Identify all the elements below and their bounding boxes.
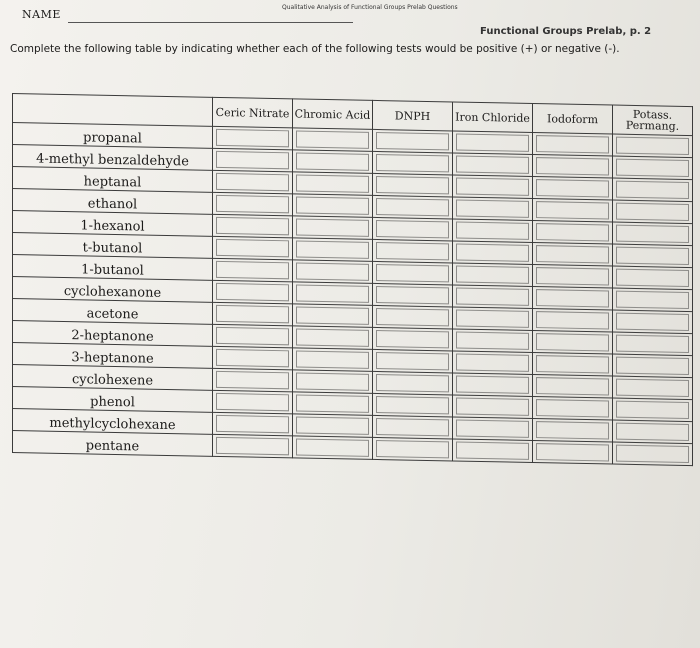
compound-name: 1-hexanol	[13, 211, 213, 237]
answer-cell[interactable]	[293, 304, 373, 328]
answer-cell[interactable]	[213, 192, 293, 216]
answer-cell[interactable]	[453, 417, 533, 441]
answer-box[interactable]	[456, 222, 529, 240]
answer-box[interactable]	[616, 203, 689, 221]
answer-box[interactable]	[456, 442, 529, 460]
answer-cell[interactable]	[373, 371, 453, 395]
compound-name: 2-heptanone	[13, 321, 213, 347]
answer-cell[interactable]	[373, 437, 453, 461]
answer-box[interactable]	[536, 179, 609, 197]
answer-cell[interactable]	[373, 239, 453, 263]
answer-cell[interactable]	[213, 412, 293, 436]
answer-cell[interactable]	[453, 307, 533, 331]
answer-cell[interactable]	[613, 442, 693, 466]
answer-box[interactable]	[536, 399, 609, 417]
answer-cell[interactable]	[213, 236, 293, 260]
answer-box[interactable]	[216, 305, 289, 323]
answer-box[interactable]	[456, 178, 529, 196]
answer-box[interactable]	[616, 445, 689, 463]
answer-cell[interactable]	[373, 349, 453, 373]
answer-box[interactable]	[456, 244, 529, 262]
answer-box[interactable]	[216, 283, 289, 301]
compound-name: phenol	[13, 387, 213, 413]
answer-cell[interactable]	[293, 238, 373, 262]
answer-box[interactable]	[536, 355, 609, 373]
answer-box[interactable]	[536, 201, 609, 219]
name-label: NAME	[22, 8, 61, 21]
answer-cell[interactable]	[533, 418, 613, 442]
answer-cell[interactable]	[373, 261, 453, 285]
answer-box[interactable]	[456, 376, 529, 394]
answer-box[interactable]	[456, 398, 529, 416]
compound-name: cyclohexanone	[13, 277, 213, 303]
answer-cell[interactable]	[213, 346, 293, 370]
answer-cell[interactable]	[213, 126, 293, 150]
answer-box[interactable]	[536, 333, 609, 351]
answer-cell[interactable]	[213, 434, 293, 458]
answer-box[interactable]	[616, 313, 689, 331]
answer-box[interactable]	[536, 135, 609, 153]
compound-name: acetone	[13, 299, 213, 325]
answer-cell[interactable]	[613, 200, 693, 224]
compound-name: 1-butanol	[13, 255, 213, 281]
column-header: Iodoform	[533, 103, 613, 134]
answer-cell[interactable]	[613, 288, 693, 312]
answer-box[interactable]	[456, 420, 529, 438]
answer-cell[interactable]	[373, 129, 453, 153]
answer-box[interactable]	[296, 284, 369, 302]
answer-box[interactable]	[536, 267, 609, 285]
answer-box[interactable]	[376, 220, 449, 238]
answer-box[interactable]	[456, 310, 529, 328]
answer-box[interactable]	[456, 200, 529, 218]
answer-cell[interactable]	[293, 216, 373, 240]
answer-box[interactable]	[296, 196, 369, 214]
answer-cell[interactable]	[533, 352, 613, 376]
answer-box[interactable]	[296, 416, 369, 434]
answer-box[interactable]	[456, 354, 529, 372]
compound-name: pentane	[13, 431, 213, 457]
answer-cell[interactable]	[213, 170, 293, 194]
answer-cell[interactable]	[373, 217, 453, 241]
column-header: Potass. Permang.	[613, 105, 693, 136]
answer-cell[interactable]	[293, 150, 373, 174]
answer-box[interactable]	[376, 330, 449, 348]
answer-cell[interactable]	[373, 151, 453, 175]
answer-box[interactable]	[296, 438, 369, 456]
answer-cell[interactable]	[373, 415, 453, 439]
answer-cell[interactable]	[613, 332, 693, 356]
answer-cell[interactable]	[453, 131, 533, 155]
answer-cell[interactable]	[373, 195, 453, 219]
column-header: DNPH	[373, 100, 453, 131]
answer-cell[interactable]	[293, 260, 373, 284]
answer-box[interactable]	[216, 327, 289, 345]
answer-box[interactable]	[296, 262, 369, 280]
answer-cell[interactable]	[453, 439, 533, 463]
answer-cell[interactable]	[213, 280, 293, 304]
answer-cell[interactable]	[533, 154, 613, 178]
answer-box[interactable]	[616, 225, 689, 243]
answer-cell[interactable]	[293, 436, 373, 460]
answer-box[interactable]	[216, 151, 289, 169]
instructions-text: Complete the following table by indicating whether each of the following tests would be positive (+) or negative (-).	[10, 43, 620, 55]
answer-box[interactable]	[536, 443, 609, 461]
answer-cell[interactable]	[613, 376, 693, 400]
answer-box[interactable]	[296, 130, 369, 148]
answer-box[interactable]	[616, 137, 689, 155]
answer-cell[interactable]	[613, 420, 693, 444]
answer-cell[interactable]	[213, 302, 293, 326]
answer-box[interactable]	[536, 223, 609, 241]
answer-cell[interactable]	[533, 396, 613, 420]
answer-box[interactable]	[616, 379, 689, 397]
answer-cell[interactable]	[613, 354, 693, 378]
answer-box[interactable]	[616, 423, 689, 441]
answer-box[interactable]	[376, 154, 449, 172]
answer-box[interactable]	[616, 357, 689, 375]
answer-box[interactable]	[296, 350, 369, 368]
answer-cell[interactable]	[453, 373, 533, 397]
compound-name: 4-methyl benzaldehyde	[13, 145, 213, 171]
answer-cell[interactable]	[453, 329, 533, 353]
answer-box[interactable]	[376, 176, 449, 194]
answer-cell[interactable]	[213, 258, 293, 282]
answer-cell[interactable]	[613, 222, 693, 246]
answer-cell[interactable]	[373, 283, 453, 307]
results-table	[12, 93, 693, 466]
answer-box[interactable]	[376, 286, 449, 304]
answer-box[interactable]	[376, 352, 449, 370]
answer-cell[interactable]	[373, 173, 453, 197]
answer-box[interactable]	[376, 264, 449, 282]
answer-box[interactable]	[616, 335, 689, 353]
answer-cell[interactable]	[213, 214, 293, 238]
answer-cell[interactable]	[293, 194, 373, 218]
answer-box[interactable]	[616, 269, 689, 287]
answer-box[interactable]	[616, 159, 689, 177]
answer-box[interactable]	[296, 328, 369, 346]
answer-cell[interactable]	[453, 197, 533, 221]
compound-name: ethanol	[13, 189, 213, 215]
answer-cell[interactable]	[293, 414, 373, 438]
answer-cell[interactable]	[533, 374, 613, 398]
answer-box[interactable]	[616, 291, 689, 309]
answer-box[interactable]	[456, 288, 529, 306]
answer-cell[interactable]	[613, 244, 693, 268]
answer-cell[interactable]	[293, 370, 373, 394]
answer-cell[interactable]	[533, 220, 613, 244]
answer-cell[interactable]	[533, 308, 613, 332]
answer-box[interactable]	[296, 240, 369, 258]
answer-box[interactable]	[536, 245, 609, 263]
answer-box[interactable]	[216, 129, 289, 147]
answer-cell[interactable]	[293, 326, 373, 350]
answer-box[interactable]	[376, 242, 449, 260]
answer-cell[interactable]	[213, 148, 293, 172]
answer-box[interactable]	[536, 289, 609, 307]
compound-name: propanal	[13, 123, 213, 149]
answer-box[interactable]	[376, 374, 449, 392]
compound-name: 3-heptanone	[13, 343, 213, 369]
answer-cell[interactable]	[453, 153, 533, 177]
answer-cell[interactable]	[213, 368, 293, 392]
answer-cell[interactable]	[213, 390, 293, 414]
answer-box[interactable]	[216, 239, 289, 257]
column-header: Iron Chloride	[453, 102, 533, 133]
answer-box[interactable]	[536, 421, 609, 439]
answer-box[interactable]	[536, 311, 609, 329]
answer-cell[interactable]	[533, 264, 613, 288]
answer-cell[interactable]	[533, 242, 613, 266]
answer-cell[interactable]	[613, 398, 693, 422]
answer-box[interactable]	[296, 152, 369, 170]
answer-cell[interactable]	[613, 156, 693, 180]
answer-cell[interactable]	[293, 392, 373, 416]
results-table-wrapper	[12, 93, 692, 466]
answer-box[interactable]	[376, 396, 449, 414]
answer-box[interactable]	[216, 437, 289, 455]
answer-cell[interactable]	[453, 241, 533, 265]
answer-cell[interactable]	[613, 178, 693, 202]
answer-box[interactable]	[216, 173, 289, 191]
answer-cell[interactable]	[533, 132, 613, 156]
corner-cell	[13, 94, 213, 127]
answer-cell[interactable]	[373, 327, 453, 351]
answer-box[interactable]	[536, 377, 609, 395]
compound-name: methylcyclohexane	[13, 409, 213, 435]
answer-box[interactable]	[456, 332, 529, 350]
answer-box[interactable]	[296, 306, 369, 324]
answer-box[interactable]	[216, 195, 289, 213]
answer-cell[interactable]	[213, 324, 293, 348]
answer-box[interactable]	[456, 266, 529, 284]
answer-box[interactable]	[216, 217, 289, 235]
answer-cell[interactable]	[373, 393, 453, 417]
answer-box[interactable]	[616, 181, 689, 199]
answer-box[interactable]	[216, 415, 289, 433]
answer-box[interactable]	[216, 371, 289, 389]
compound-name: heptanal	[13, 167, 213, 193]
answer-cell[interactable]	[533, 330, 613, 354]
answer-box[interactable]	[376, 418, 449, 436]
answer-box[interactable]	[376, 440, 449, 458]
answer-cell[interactable]	[293, 172, 373, 196]
answer-cell[interactable]	[453, 175, 533, 199]
answer-cell[interactable]	[533, 286, 613, 310]
answer-cell[interactable]	[293, 282, 373, 306]
answer-cell[interactable]	[533, 440, 613, 464]
course-title: Qualitative Analysis of Functional Groups Prelab Questions	[282, 4, 458, 11]
answer-box[interactable]	[296, 372, 369, 390]
answer-box[interactable]	[376, 308, 449, 326]
answer-cell[interactable]	[453, 263, 533, 287]
answer-box[interactable]	[296, 394, 369, 412]
name-field-line[interactable]	[68, 22, 353, 23]
answer-cell[interactable]	[453, 219, 533, 243]
column-header: Chromic Acid	[293, 99, 373, 130]
answer-cell[interactable]	[533, 198, 613, 222]
answer-cell[interactable]	[453, 351, 533, 375]
answer-box[interactable]	[216, 349, 289, 367]
answer-cell[interactable]	[453, 285, 533, 309]
compound-name: t-butanol	[13, 233, 213, 259]
answer-box[interactable]	[376, 198, 449, 216]
answer-cell[interactable]	[293, 348, 373, 372]
page-title: Functional Groups Prelab, p. 2	[480, 26, 652, 37]
answer-cell[interactable]	[613, 310, 693, 334]
answer-box[interactable]	[616, 401, 689, 419]
answer-box[interactable]	[456, 134, 529, 152]
answer-cell[interactable]	[293, 128, 373, 152]
answer-box[interactable]	[616, 247, 689, 265]
answer-cell[interactable]	[613, 266, 693, 290]
answer-box[interactable]	[296, 218, 369, 236]
answer-cell[interactable]	[453, 395, 533, 419]
answer-box[interactable]	[296, 174, 369, 192]
answer-cell[interactable]	[373, 305, 453, 329]
compound-name: cyclohexene	[13, 365, 213, 391]
column-header: Ceric Nitrate	[213, 97, 293, 128]
answer-box[interactable]	[536, 157, 609, 175]
table-body	[13, 123, 693, 466]
answer-cell[interactable]	[613, 134, 693, 158]
answer-box[interactable]	[216, 261, 289, 279]
answer-box[interactable]	[456, 156, 529, 174]
answer-box[interactable]	[216, 393, 289, 411]
answer-cell[interactable]	[533, 176, 613, 200]
answer-box[interactable]	[376, 132, 449, 150]
